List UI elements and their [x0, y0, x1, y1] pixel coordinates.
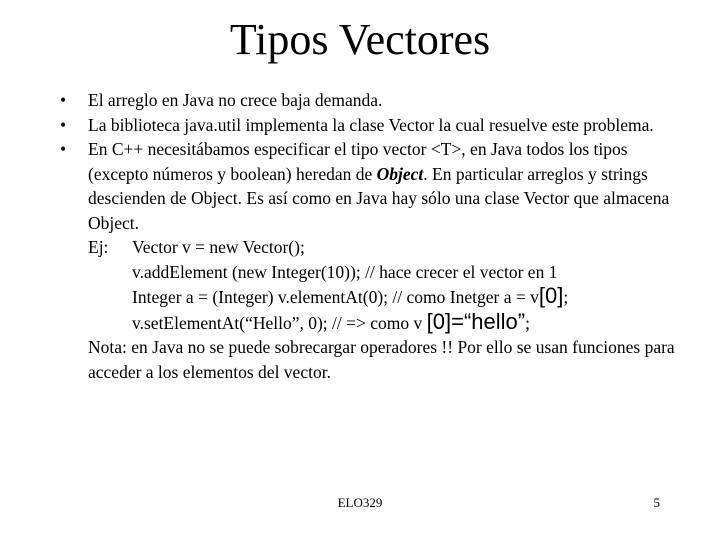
bullet-item [60, 88, 680, 113]
code-line: Integer a = (Integer) v.elementAt(0); // como Inetger a = v [132, 287, 539, 307]
note-text: Nota: en Java no se puede sobrecargar operadores !! Por ello se usan funciones para acceder a los elementos del vector. [88, 337, 675, 382]
bullet-text: En C++ necesitábamos especificar el tipo vector <T>, en Java todos los tipos (excepto números y boolean) heredan de [88, 139, 628, 184]
example-line [60, 284, 680, 310]
code-line: v.setElementAt(“Hello”, 0); // => como v [132, 312, 427, 333]
bullet-symbol: • [60, 90, 67, 110]
code-large-text: [0] [538, 283, 564, 308]
footer-course-code: ELO329 [337, 495, 383, 510]
example-line [60, 310, 680, 336]
code-line: ; [563, 287, 569, 307]
bullet-item [60, 113, 680, 138]
example-line [60, 260, 680, 285]
bullet-text: La biblioteca java.util implementa la clase Vector la cual resuelve este problema. [88, 114, 654, 135]
slide-content [60, 88, 680, 384]
bullet-text: . En particular arreglos y strings descienden de Object. Es así como en Java hay sólo una clase Vector que almacena Object. [88, 163, 670, 233]
code-line: ; [525, 312, 530, 333]
bullet-text: El arreglo en Java no crece baja demanda. [88, 90, 383, 110]
slide-title: Tipos Vectores [229, 15, 491, 64]
bullet-symbol: • [60, 139, 67, 159]
code-line: v.addElement (new Integer(10)); // hace crecer el vector en 1 [132, 261, 558, 282]
code-large-text: [0]=“hello” [426, 308, 526, 334]
bullet-symbol: • [60, 114, 67, 135]
example-line [60, 235, 680, 260]
code-line: Vector v = new Vector(); [132, 237, 305, 257]
bold-object-term: Object [376, 163, 424, 184]
bullet-item [60, 137, 680, 235]
page-number: 5 [653, 495, 660, 510]
example-label: Ej: [88, 237, 109, 257]
